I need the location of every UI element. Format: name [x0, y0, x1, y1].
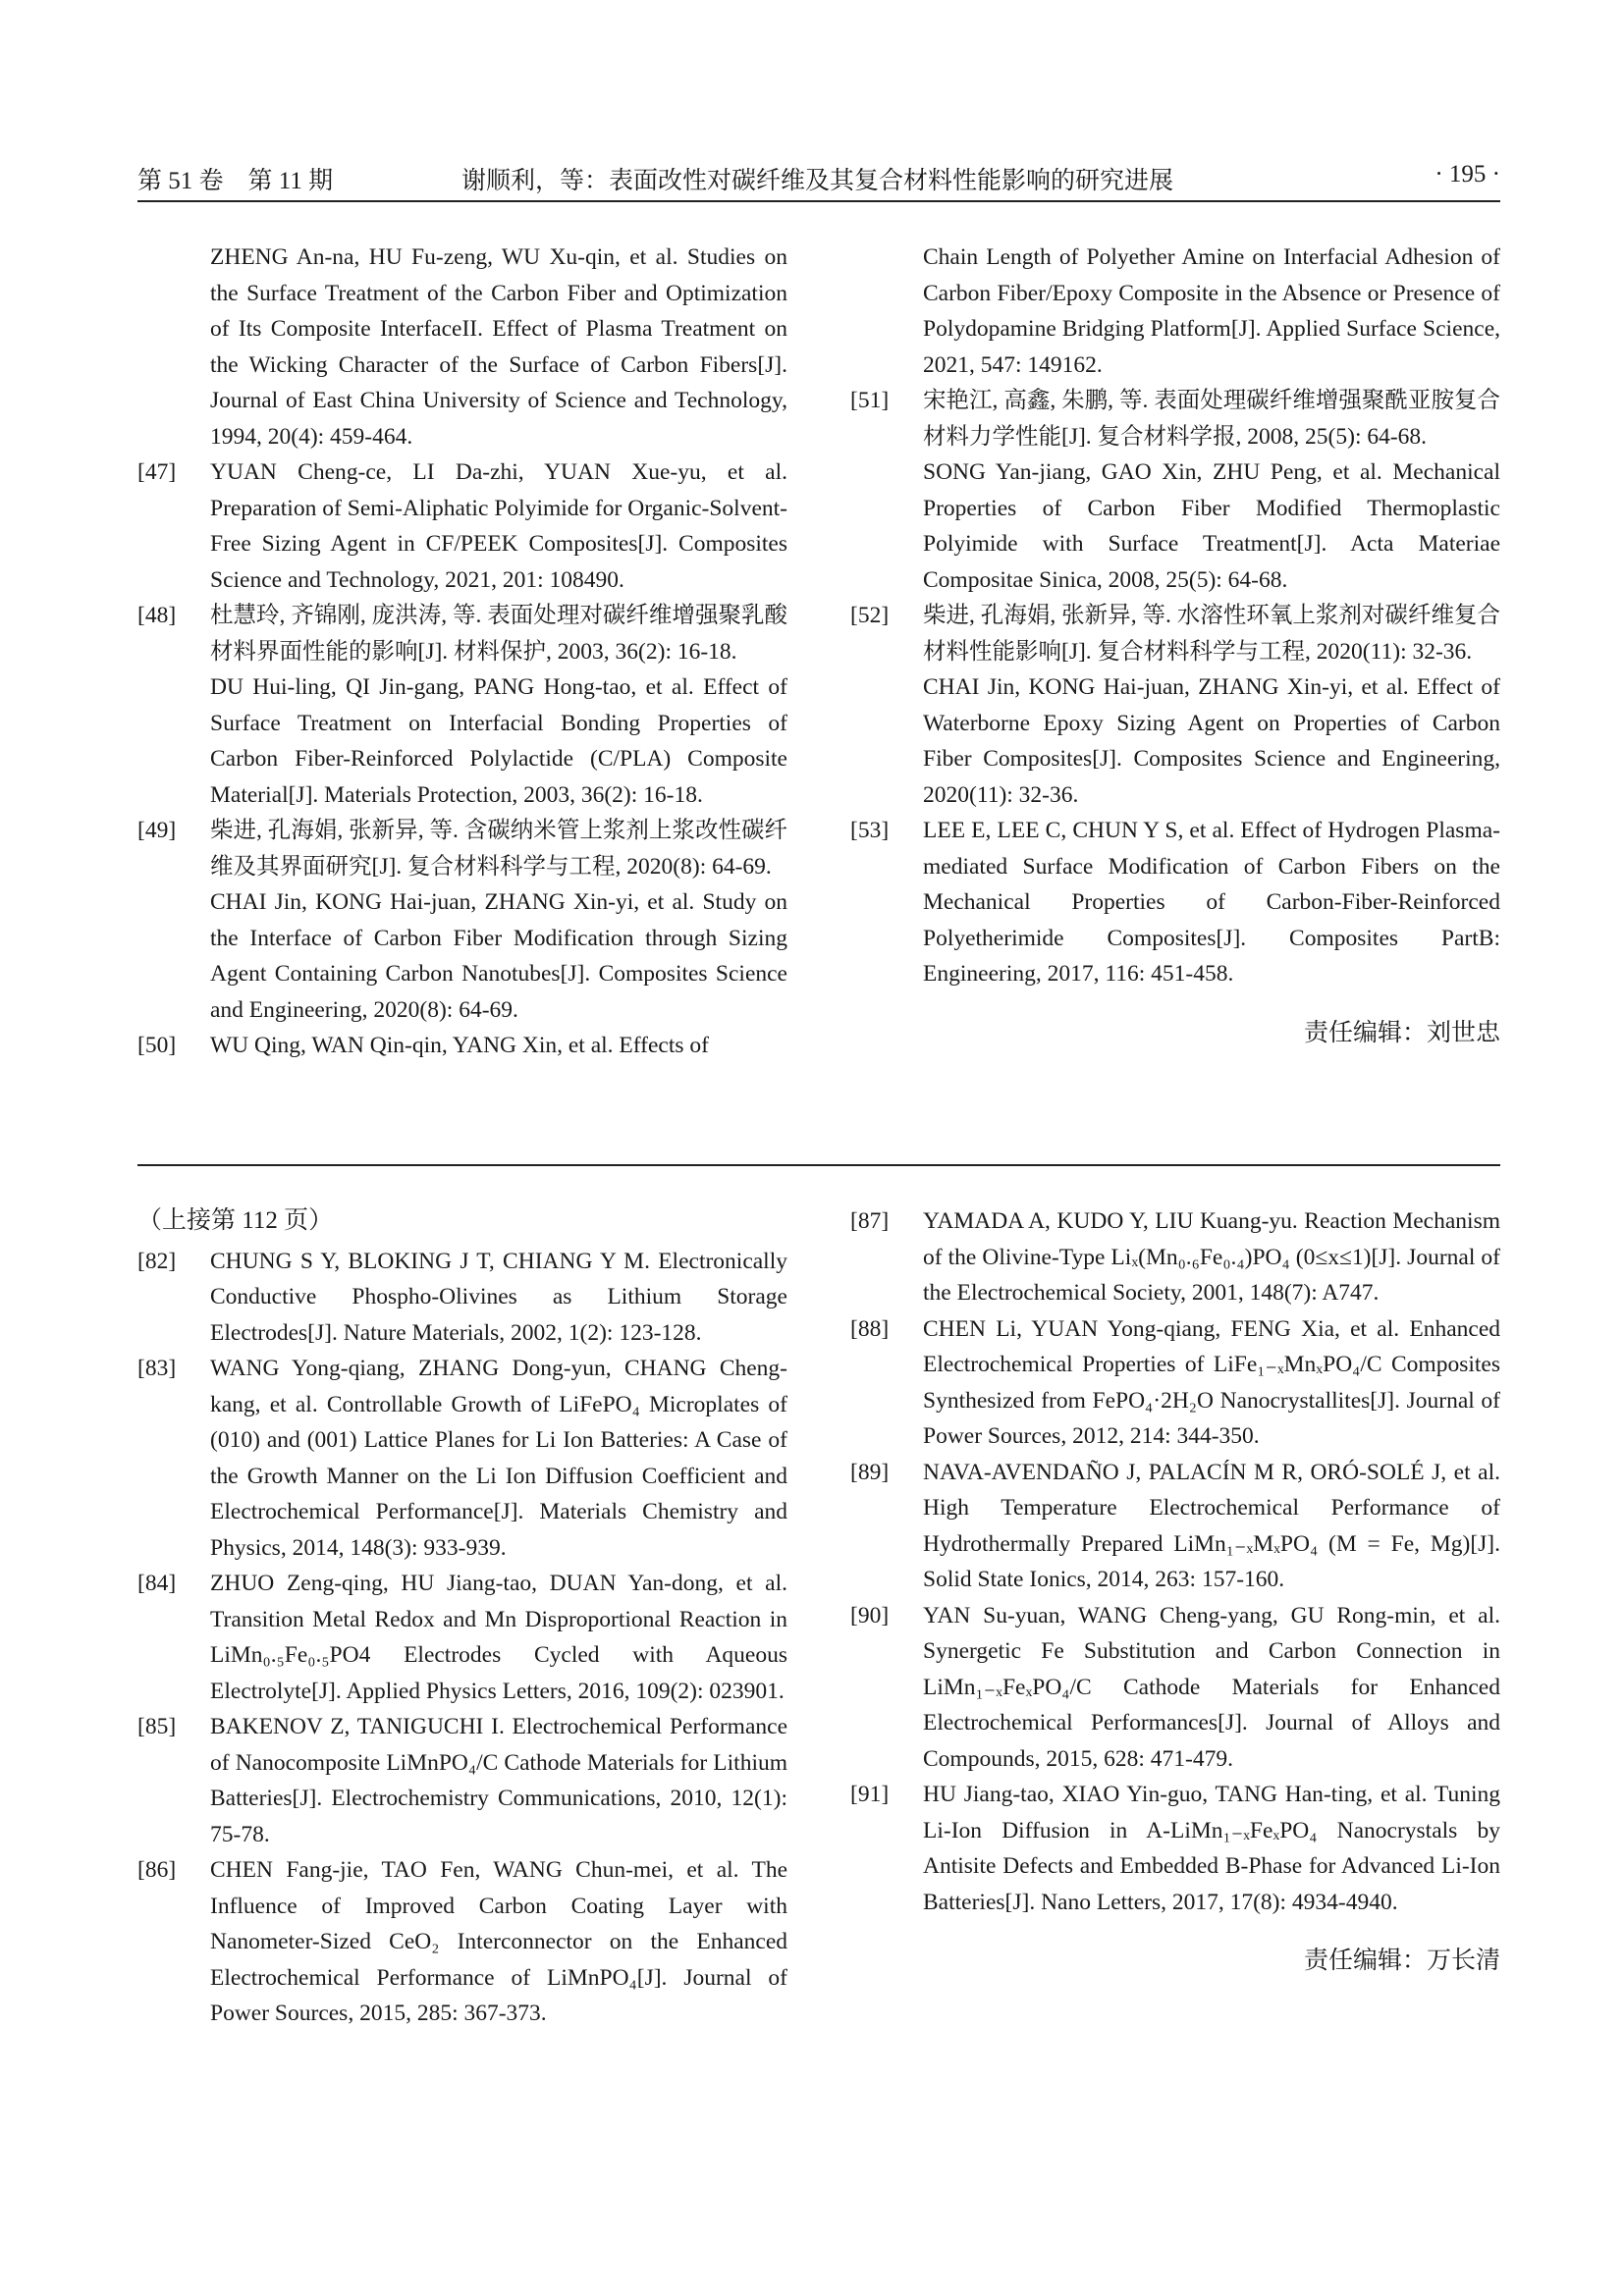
reference-text: 柴进, 孔海娟, 张新异, 等. 含碳纳米管上浆剂上浆改性碳纤维及其界面研究[J]. 复合材料科学与工程, 2020(8): 64-69. — [210, 818, 787, 880]
reference-number: [88] — [850, 1315, 890, 1342]
running-header — [137, 157, 1500, 202]
reference-entry — [850, 1455, 1500, 1598]
reference-number: [90] — [850, 1602, 890, 1629]
reference-text: NAVA-AVENDAÑO J, PALACÍN M R, ORÓ-SOLÉ J, et al. High Temperature Electrochemical Performance of Hydrothermally Prepared LiMn₁₋ₓMₓPO₄ (M = Fe, Mg)[J]. Solid State Ionics, 2014, 263: 157-160. — [923, 1459, 1500, 1592]
bottom-left-column — [137, 1203, 787, 2032]
reference-number: [53] — [850, 818, 890, 843]
reference-text: HU Jiang-tao, XIAO Yin-guo, TANG Han-ting, et al. Tuning Li-Ion Diffusion in A-LiMn₁₋ₓFeₓPO₄ Nanocrystals by Antisite Defects and Embedded B-Phase for Advanced Li-Ion Batteries[J]. Nano Letters, 2017, 17(8): 4934-4940. — [923, 1782, 1500, 1915]
reference-entry — [850, 1203, 1500, 1311]
reference-entry — [137, 813, 787, 1028]
reference-number: [52] — [850, 603, 890, 628]
reference-entry — [850, 1777, 1500, 1920]
reference-translation: SONG Yan-jiang, GAO Xin, ZHU Peng, et al. Mechanical Properties of Carbon Fiber Modified Thermoplastic Polyimide with Surface Treatment[J]. Acta Materiae Compositae Sinica, 2008, 25(5): 64-68. — [923, 459, 1500, 593]
reference-entry — [137, 1028, 787, 1064]
reference-text: YUAN Cheng-ce, LI Da-zhi, YUAN Xue-yu, et al. Preparation of Semi-Aliphatic Polyimide for Organic-Solvent-Free Sizing Agent in CF/PEEK Composites[J]. Composites Science and Technology, 2021, 201: 108490. — [210, 459, 787, 593]
reference-number: [83] — [137, 1356, 177, 1381]
reference-translation: DU Hui-ling, QI Jin-gang, PANG Hong-tao, et al. Effect of Surface Treatment on Interfacial Bonding Properties of Carbon Fiber-Reinforced Polylactide (C/PLA) Composite Material[J]. Materials Protection, 2003, 36(2): 16-18. — [210, 674, 787, 808]
reference-text: 柴进, 孔海娟, 张新异, 等. 水溶性环氧上浆剂对碳纤维复合材料性能影响[J]. 复合材料科学与工程, 2020(11): 32-36. — [923, 603, 1500, 665]
responsible-editor: 责任编辑：刘世忠 — [1303, 1019, 1500, 1046]
reference-entry — [137, 1566, 787, 1709]
reference-number: [89] — [850, 1459, 890, 1485]
reference-text: YAMADA A, KUDO Y, LIU Kuang-yu. Reaction Mechanism of the Olivine-Type Liₓ(Mn₀.₆Fe₀.₄)PO₄ (0≤x≤1)[J]. Journal of the Electrochemical Society, 2001, 148(7): A747. — [923, 1208, 1500, 1306]
reference-entry — [850, 383, 1500, 598]
reference-text: CHEN Fang-jie, TAO Fen, WANG Chun-mei, et al. The Influence of Improved Carbon Coating Layer with Nanometer-Sized CeO₂ Interconnector on the Enhanced Electrochemical Performance of LiMnPO₄[J]. Journal of Power Sources, 2015, 285: 367-373. — [210, 1857, 787, 2026]
reference-number: [86] — [137, 1857, 177, 1883]
reference-entry — [137, 598, 787, 813]
reference-entry — [137, 454, 787, 598]
reference-text: YAN Su-yuan, WANG Cheng-yang, GU Rong-min, et al. Synergetic Fe Substitution and Carbon Connection in LiMn₁₋ₓFeₓPO₄/C Cathode Materials for Enhanced Electrochemical Performances[J]. Journal of Alloys and Compounds, 2015, 628: 471-479. — [923, 1602, 1500, 1772]
reference-entry — [137, 1244, 787, 1352]
reference-entry — [850, 1598, 1500, 1778]
top-right-column — [850, 240, 1500, 1051]
responsible-editor: 责任编辑：万长清 — [1303, 1948, 1500, 1974]
page-number: · 195 · — [1435, 161, 1500, 187]
reference-number: [47] — [137, 459, 177, 485]
reference-entry — [850, 598, 1500, 813]
reference-number: [87] — [850, 1208, 890, 1234]
reference-entry — [137, 1709, 787, 1852]
reference-number: [85] — [137, 1714, 177, 1739]
reference-entry — [137, 240, 787, 454]
running-title: 谢顺利，等：表面改性对碳纤维及其复合材料性能影响的研究进展 — [461, 168, 1174, 194]
reference-number: [84] — [137, 1571, 177, 1596]
reference-number: [49] — [137, 818, 177, 843]
reference-number: [82] — [137, 1248, 177, 1274]
reference-translation: CHAI Jin, KONG Hai-juan, ZHANG Xin-yi, et al. Effect of Waterborne Epoxy Sizing Agent on Properties of Carbon Fiber Composites[J]. Composites Science and Engineering, 2020(11): 32-36. — [923, 674, 1500, 808]
top-left-column — [137, 240, 787, 1064]
reference-text: WU Qing, WAN Qin-qin, YANG Xin, et al. Effects of — [210, 1033, 709, 1058]
reference-text: ZHUO Zeng-qing, HU Jiang-tao, DUAN Yan-dong, et al. Transition Metal Redox and Mn Disproportional Reaction in LiMn₀.₅Fe₀.₅PO4 Electrodes Cycled with Aqueous Electrolyte[J]. Applied Physics Letters, 2016, 109(2): 023901. — [210, 1571, 787, 1704]
reference-number: [50] — [137, 1033, 177, 1058]
reference-entry — [850, 1311, 1500, 1455]
bottom-right-column — [850, 1203, 1500, 1980]
reference-translation: CHAI Jin, KONG Hai-juan, ZHANG Xin-yi, et al. Study on the Interface of Carbon Fiber Modification through Sizing Agent Containing Carbon Nanotubes[J]. Composites Science and Engineering, 2020(8): 64-69. — [210, 889, 787, 1023]
reference-entry — [137, 1852, 787, 2032]
issue-label: 第 51 卷 第 11 期 — [137, 168, 334, 194]
reference-text: CHUNG S Y, BLOKING J T, CHIANG Y M. Electronically Conductive Phospho-Olivines as Lithium Storage Electrodes[J]. Nature Materials, 2002, 1(2): 123-128. — [210, 1248, 787, 1346]
reference-text: ZHENG An-na, HU Fu-zeng, WU Xu-qin, et al. Studies on the Surface Treatment of the Carbon Fiber and Optimization of Its Composite InterfaceII. Effect of Plasma Treatment on the Wicking Character of the Surface of Carbon Fibers[J]. Journal of East China University of Science and Technology, 1994, 20(4): 459-464. — [210, 244, 787, 450]
reference-text: 宋艳江, 高鑫, 朱鹏, 等. 表面处理碳纤维增强聚酰亚胺复合材料力学性能[J]. 复合材料学报, 2008, 25(5): 64-68. — [923, 388, 1500, 450]
section-divider — [137, 1164, 1500, 1166]
reference-text: Chain Length of Polyether Amine on Interfacial Adhesion of Carbon Fiber/Epoxy Composite in the Absence or Presence of Polydopamine Bridging Platform[J]. Applied Surface Science, 2021, 547: 149162. — [923, 244, 1500, 378]
reference-text: WANG Yong-qiang, ZHANG Dong-yun, CHANG Cheng-kang, et al. Controllable Growth of LiFePO₄ Microplates of (010) and (001) Lattice Planes for Li Ion Batteries: A Case of the Growth Manner on the Li Ion Diffusion Coefficient and Electrochemical Performance[J]. Materials Chemistry and Physics, 2014, 148(3): 933-939. — [210, 1356, 787, 1561]
continued-from-note: （上接第 112 页） — [137, 1207, 334, 1234]
reference-text: BAKENOV Z, TANIGUCHI I. Electrochemical Performance of Nanocomposite LiMnPO₄/C Cathode Materials for Lithium Batteries[J]. Electrochemistry Communications, 2010, 12(1): 75-78. — [210, 1714, 787, 1847]
reference-text: 杜慧玲, 齐锦刚, 庞洪涛, 等. 表面处理对碳纤维增强聚乳酸材料界面性能的影响[J]. 材料保护, 2003, 36(2): 16-18. — [210, 603, 787, 665]
reference-number: [91] — [850, 1782, 890, 1807]
reference-number: [48] — [137, 603, 177, 628]
reference-entry — [137, 1351, 787, 1566]
reference-text: LEE E, LEE C, CHUN Y S, et al. Effect of Hydrogen Plasma-mediated Surface Modification of Carbon Fibers on the Mechanical Properties of Carbon-Fiber-Reinforced Polyetherimide Composites[J]. Composites PartB: Engineering, 2017, 116: 451-458. — [923, 818, 1500, 987]
reference-number: [51] — [850, 388, 890, 413]
reference-entry — [850, 240, 1500, 383]
reference-entry — [850, 813, 1500, 992]
reference-text: CHEN Li, YUAN Yong-qiang, FENG Xia, et al. Enhanced Electrochemical Properties of LiFe₁₋ₓMnₓPO₄/C Composites Synthesized from FePO₄·2H₂O Nanocrystallites[J]. Journal of Power Sources, 2012, 214: 344-350. — [923, 1315, 1500, 1449]
